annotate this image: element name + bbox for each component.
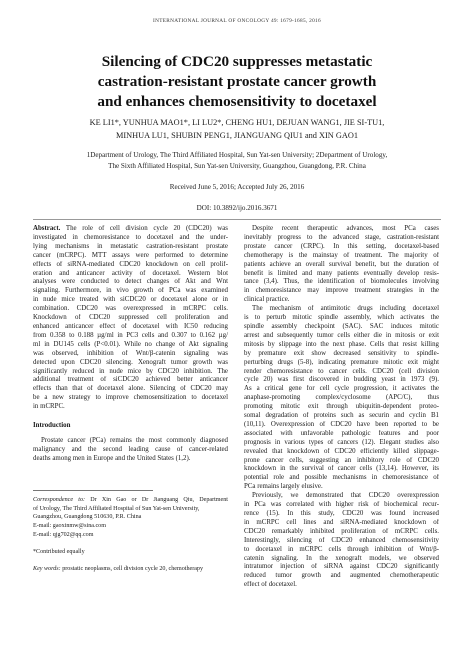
text-line: malignancy and the second leading cause of cancer-related xyxy=(33,445,228,453)
text-line: promoting mitotic exit through ubiquitin-dependent proteo- xyxy=(244,403,439,411)
text-line: is to perturb mitotic spindle assembly, which activates the xyxy=(244,314,439,322)
text-line: render chemoresistance to cancer cells. CDC20 (cell division xyxy=(244,367,439,375)
text-line: knockdown in the survival of cancer cells (13,14). However, its xyxy=(244,465,439,473)
abstract-first-line xyxy=(33,225,228,234)
text-line: prone cancer cells, suggesting an inhibitory role of CDC20 xyxy=(244,456,439,464)
text-line: cancer (mCRPC). MTT assays were performed to determine xyxy=(33,251,228,259)
text-line: in PCa was correlated with higher risk of biochemical recur- xyxy=(244,501,439,509)
intro-paragraph xyxy=(244,225,439,305)
footnote-spacer xyxy=(33,557,228,565)
text-line: effects of siRNA-mediated CDC20 knockdown on cell prolif- xyxy=(33,260,228,268)
text-line: clinical practice. xyxy=(244,296,290,304)
text-line: in nude mice treated with siCDC20 or docetaxel alone or in xyxy=(33,296,228,304)
text-line: from 0.358 to 0.188 µg/ml in PC3 cells and 0.307 to 0.162 µg/ xyxy=(33,331,228,339)
text-line: detected upon CDC20 silencing. Xenograft tumor growth was xyxy=(33,358,228,366)
author-list xyxy=(30,117,444,142)
right-column xyxy=(244,225,439,590)
text-line: inevitably progress to the advanced stage, castration-resistant xyxy=(244,233,439,241)
text-line: perturbing drugs (5-8), indicating premature mitotic exit might xyxy=(244,358,439,366)
text-line: intratumor injection of siRNA against CDC20 significantly xyxy=(244,563,439,571)
correspondence-line: of Urology, The Third Affiliated Hospital of Sun Yat-sen University, xyxy=(33,505,200,512)
keywords-text: prostatic neoplasms, cell division cycle 20, chemotherapy xyxy=(60,566,204,573)
text-line: be a new strategy to improve chemosensitization to docetaxel xyxy=(33,394,228,402)
text-line: eration and anticancer activity of docetaxel. Western blot xyxy=(33,269,228,277)
text-line: was observed, inhibition of Wnt/β-catenin signaling was xyxy=(33,349,228,357)
correspondence-line: Guangzhou, Guangdong 510630, P.R. China xyxy=(33,514,142,521)
text-line: mitosis by slippage into the next phase. Cells that resist killing xyxy=(244,340,439,348)
correspondence-email[interactable]: E-mail: qjg702@qq.com xyxy=(33,532,94,539)
header-divider xyxy=(33,219,441,220)
text-line: somal degradation of proteins such as securin and cyclin B1 xyxy=(244,412,439,420)
text-line: effect of docetaxel. xyxy=(244,581,297,589)
affiliations xyxy=(20,150,454,172)
text-line: signaling. Furthermore, in vivo growth of PCa was examined xyxy=(33,287,228,295)
text-line: additional treatment of siCDC20 achieved better anticancer xyxy=(33,376,228,384)
intro-paragraph xyxy=(244,492,439,590)
text-line: Knockdown of CDC20 suppressed cell proliferation and xyxy=(33,314,228,322)
text-line: Despite recent therapeutic advances, most PCa cases xyxy=(252,225,439,232)
text-line: catenin signaling. In the xenograft models, we observed xyxy=(244,554,439,562)
title-line: and enhances chemosensitivity to docetaxel xyxy=(97,93,377,110)
text-line: ml in DU145 cells (P<0.01). While no change of Akt signaling xyxy=(33,340,228,348)
text-line: investigated in chemoresistance to docetaxel and the under- xyxy=(33,233,228,241)
abstract-body xyxy=(33,234,228,412)
text-line: PCa remains largely elusive. xyxy=(244,483,323,491)
text-line: prostate cancer (CRPC). In this setting, docetaxel-based xyxy=(244,242,439,250)
text-line: combination. CDC20 was overexpressed in mCRPC cells. xyxy=(33,305,228,313)
text-line: associated with unfavorable pathologic features and poor xyxy=(244,429,439,437)
introduction-body xyxy=(33,437,228,464)
text-line: prognosis in various types of cancers (12). Elegant studies also xyxy=(244,438,439,446)
text-line: Interestingly, silencing of CDC20 enhanced chemosensitivity xyxy=(244,536,439,544)
text-line: lying mechanisms in metastatic castration-resistant prostate xyxy=(33,242,228,250)
keywords-label: Key words: xyxy=(33,566,61,573)
text-line: Prostate cancer (PCa) remains the most commonly diagnosed xyxy=(41,436,228,444)
text-line: CDC20 remarkably inhibited proliferation of mCRPC cells. xyxy=(244,527,439,535)
text-line: benefit is limited and many patients eventually develop resis- xyxy=(244,269,439,277)
text-line: chemotherapy is the mainstay of treatment. The majority of xyxy=(244,251,439,259)
text-line: As a critical gene for cell cycle progression, it activates the xyxy=(244,385,439,393)
text-line: (10,11). Overexpression of CDC20 have been reported to be xyxy=(244,420,439,428)
correspondence-first-line-text: Dr Xin Gao or Dr Jianguang Qiu, Department xyxy=(85,496,228,503)
text-line: arrest and subsequently tumor cells either die in mitosis or exit xyxy=(244,331,439,339)
text-line: revealed that knockdown of CDC20 efficiently killed slippage- xyxy=(244,447,439,455)
text-line: patients achieve an overall survival benefit, but the duration of xyxy=(244,260,439,268)
title-line: castration-resistant prostate cancer growth xyxy=(97,73,377,90)
section-heading-introduction: Introduction xyxy=(33,422,71,430)
affiliation-line: 1Department of Urology, The Third Affiliated Hospital, Sun Yat-sen University; 2Department of Urology, xyxy=(86,151,388,159)
affiliation-line: The Sixth Affiliated Hospital, Sun Yat-sen University, Guangzhou, Guangdong, P.R. China xyxy=(108,162,366,170)
text-line: in chemoresistance may improve treatment strategies in the xyxy=(244,287,439,295)
text-line: to docetaxel in mCRPC cells through inhibition of Wnt/β- xyxy=(244,545,439,553)
text-line: cycle 20) was first discovered in budding yeast in 1973 (9). xyxy=(244,376,439,384)
keywords-note xyxy=(33,565,228,574)
footnote-divider xyxy=(33,490,153,491)
text-line: by premature exit show decreased sensitivity to spindle- xyxy=(244,349,439,357)
correspondence-email[interactable]: E-mail: gaoxinmw@sina.com xyxy=(33,523,106,530)
intro-paragraph xyxy=(244,305,439,492)
article-title xyxy=(20,52,454,112)
text-line: rence (15). In this study, CDC20 was found increased xyxy=(244,510,439,517)
text-line: in mCRPC cell lines and siRNA-mediated knockdown of xyxy=(244,518,439,526)
footnote-spacer xyxy=(33,540,228,548)
abstract-first-line-text: The role of cell division cycle 20 (CDC20) was xyxy=(60,225,228,232)
text-line: analyses were conducted to detect changes of Akt and Wnt xyxy=(33,278,228,286)
text-line: significantly reduced in nude mice by CDC20 inhibition. The xyxy=(33,367,228,375)
text-line: spindle assembly checkpoint (SAC). SAC induces mitotic xyxy=(244,322,439,330)
abstract-label: Abstract. xyxy=(33,225,61,232)
left-column xyxy=(33,225,228,574)
text-line: The mechanism of antimitotic drugs including docetaxel xyxy=(252,305,439,313)
doi-link[interactable]: DOI: 10.3892/ijo.2016.3671 xyxy=(196,204,278,212)
text-line: in mCRPC. xyxy=(33,403,65,411)
author-line: KE LI1*, YUNHUA MAO1*, LI LU2*, CHENG HU1, DEJUAN WANG1, JIE SI-TU1, xyxy=(89,118,385,127)
text-line: potential role and possible mechanisms in chemoresistance of xyxy=(244,474,439,482)
title-line: Silencing of CDC20 suppresses metastatic xyxy=(101,53,373,70)
author-line: MINHUA LU1, SHUBIN PENG1, JIANGUANG QIU1 and XIN GAO1 xyxy=(116,130,358,140)
text-line: anaphase-promoting complex/cyclosome (APC/C), thus xyxy=(244,394,439,402)
text-line: Previously, we demonstrated that CDC20 overexpression xyxy=(252,492,439,500)
correspondence-note xyxy=(33,496,228,574)
text-line: tance (3,4). Thus, the identification of biomolecules involving xyxy=(244,278,439,286)
correspondence-first-line xyxy=(33,496,228,505)
text-line: enhanced anticancer effect of docetaxel with IC50 reducing xyxy=(33,322,228,330)
journal-header: INTERNATIONAL JOURNAL OF ONCOLOGY 49: 1679-1685, 2016 xyxy=(153,18,321,24)
contributed-equally-note: *Contributed equally xyxy=(33,549,85,556)
text-line: deaths among men in Europe and the United States (1,2). xyxy=(33,454,191,462)
correspondence-label: Correspondence to: xyxy=(33,496,86,503)
text-line: reduced tumor growth and augmented chemotherapeutic xyxy=(244,572,439,580)
text-line: effects than that of docetaxel alone. Silencing of CDC20 may xyxy=(33,385,228,393)
received-accepted-dates: Received June 5, 2016; Accepted July 26, 2016 xyxy=(169,183,305,191)
